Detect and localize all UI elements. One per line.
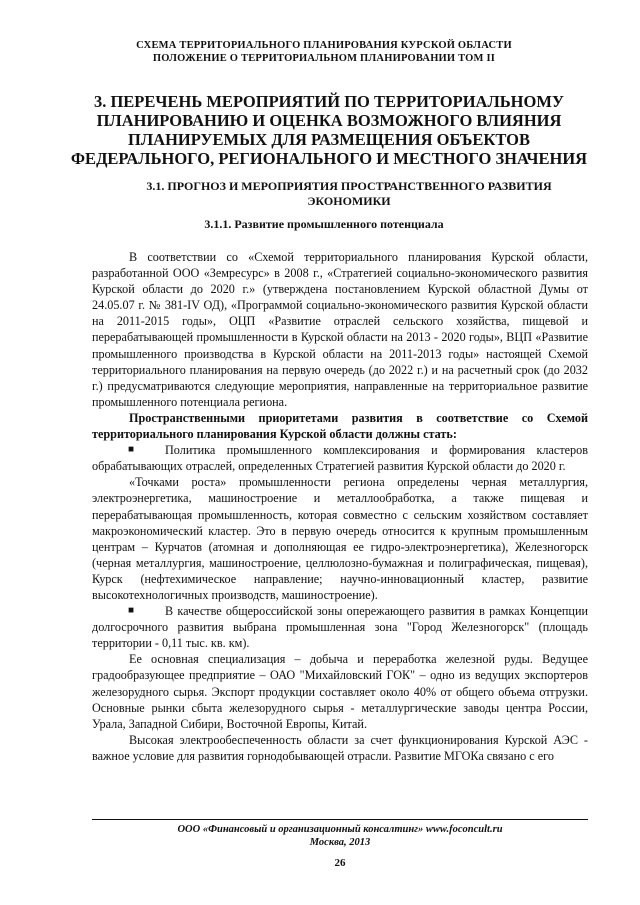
bullet-item-1 [92,442,588,474]
square-bullet-icon: ■ [128,605,135,617]
bullet-item-2-text: В качестве общероссийской зоны опережающего развития в рамках Концепции долгосрочного развития выбрана промышленная зона "Город Железногорск" (площадь территории - 0,11 тыс. кв. км). [92,604,588,651]
footer-divider [92,819,588,820]
footer [92,823,588,849]
section-title [70,92,588,168]
section-title-line-1: 3. ПЕРЕЧЕНЬ МЕРОПРИЯТИЙ ПО ТЕРРИТОРИАЛЬНОМУ [93,92,565,111]
running-header-line-1: СХЕМА ТЕРРИТОРИАЛЬНОГО ПЛАНИРОВАНИЯ КУРСКОЙ ОБЛАСТИ [136,40,512,51]
footer-city-year: Москва, 2013 [309,837,371,848]
footer-company: ООО «Финансовый и организационный консалтинг» www.foconcult.ru [177,824,503,835]
section-title-line-4: ФЕДЕРАЛЬНОГО, РЕГИОНАЛЬНОГО И МЕСТНОГО ЗНАЧЕНИЯ [70,149,588,168]
running-header-line-2: ПОЛОЖЕНИЕ О ТЕРРИТОРИАЛЬНОМ ПЛАНИРОВАНИИ ТОМ II [152,53,496,64]
paragraph-growth-points: «Точками роста» промышленности региона определены черная металлургия, электроэнергетика, машиностроение и металлообработка, а также пищевая и перерабатывающая промышленность, которая совместно с сельским хозяйством составляет макроэкономический кластер. Это в первую очередь относится к крупным промышленным центрам – Курчатов (атомная и дополняющая ее гидро-электроэнергетика), Железногорск (черная металлургия, машиностроение, целлюлозно-бумажная и полиграфическая, пищевая), Курск (нефтехимическое направление; научно-инновационный кластер, развитие высокотехнологичных производств, машиностроение). [92,475,588,602]
subsection-title [110,179,588,209]
section-title-line-3: ПЛАНИРУЕМЫХ ДЛЯ РАЗМЕЩЕНИЯ ОБЪЕКТОВ [128,130,530,149]
running-header [60,39,588,65]
page-number: 26 [334,857,346,869]
paragraph-1: В соответствии со «Схемой территориального планирования Курской области, разработанной ООО «Земресурс» в 2008 г., «Стратегией социально-экономического развития Курской области до 2020 г.» (утверждена постановлением Курской областной Думы от 24.05.07 г. № 381-IV ОД), «Программой социально-экономического развития Курской области на 2011-2015 годы», ОЦП «Развитие отраслей сельского хозяйства, пищевой и перерабатывающей промышленности в Курской области на 2013 - 2020 годы», ВЦП «Развитие промышленного производства в Курской области на 2011-2013 годы» настоящей Схемой территориального планирования на первую очередь (до 2022 г.) и на расчетный срок (до 2032 г.) предусматриваются следующие мероприятия, направленные на территориальное развитие промышленного потенциала региона. [92,250,588,409]
body-text [92,249,588,764]
paragraph-priorities: Пространственными приоритетами развития в соответствие со Схемой территориального планирования Курской области должны стать: [92,410,588,442]
section-title-line-2: ПЛАНИРОВАНИЮ И ОЦЕНКА ВОЗМОЖНОГО ВЛИЯНИЯ [96,111,562,130]
subsubsection-title: 3.1.1. Развитие промышленного потенциала [204,217,444,231]
bullet-item-1-text: Политика промышленного комплексирования и формирования кластеров обрабатывающих отраслей, определенных Стратегией развития Курской области до 2020 г. [92,443,588,474]
subsection-title-line-2: ЭКОНОМИКИ [307,194,391,208]
subsection-title-line-1: 3.1. ПРОГНОЗ И МЕРОПРИЯТИЯ ПРОСТРАНСТВЕННОГО РАЗВИТИЯ [146,179,552,193]
paragraph-energy: Высокая электрообеспеченность области за счет функционирования Курской АЭС - важное условие для развития горнодобывающей отрасли. Развитие МГОКа связано с его [92,732,588,763]
paragraph-specialization: Ее основная специализация – добыча и переработка железной руды. Ведущее градообразующее предприятие – ОАО "Михайловский ГОК" – одно из ведущих экспортеров железорудного сырья. Экспорт продукции составляет около 40% от общего объема отгрузки. Основные рынки сбыта железорудного сырья - металлургические заводы центра России, Урала, Западной Сибири, Восточной Европы, Китай. [92,652,588,731]
square-bullet-icon: ■ [128,444,135,456]
bullet-item-2 [92,603,588,651]
